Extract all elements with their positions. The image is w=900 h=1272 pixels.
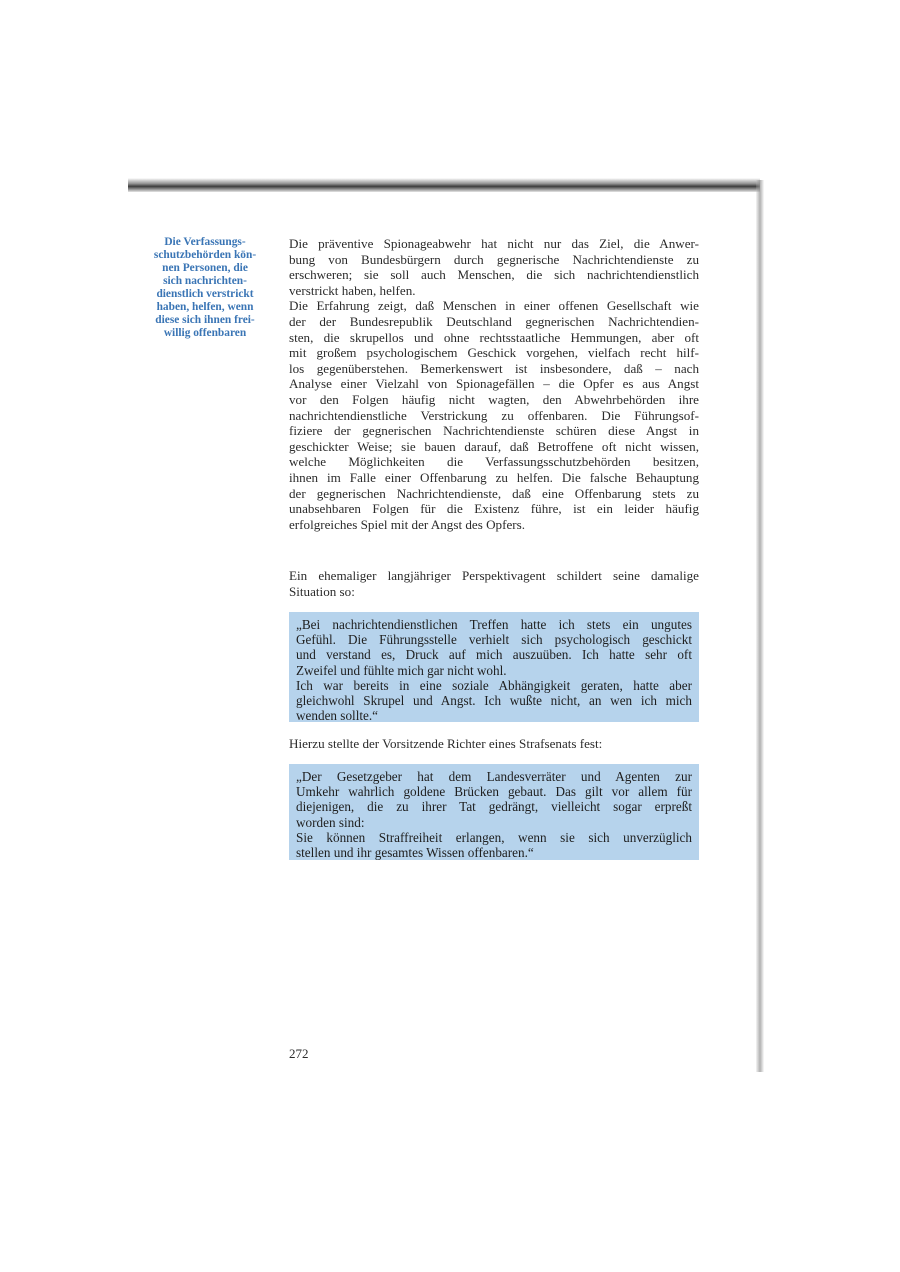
margin-note-line: nen Personen, die (162, 262, 248, 274)
margin-note-line: willig offenbaren (163, 327, 247, 339)
text-line: erfolgreiches Spiel mit der Angst des Opfers. (289, 516, 525, 532)
text-line: Situation so: (289, 583, 355, 599)
margin-note-line: sich nachrichten- (163, 275, 247, 287)
text-line: mit großem psychologischem Geschick vorgehen, vielfach recht hilf- (289, 345, 699, 361)
text-line: vor den Folgen häufig nicht wagten, den Abwehrbehörden ihre (289, 391, 699, 407)
margin-note-line: schutzbehörden kön- (153, 249, 257, 261)
margin-note (143, 236, 267, 340)
quote-line: „Bei nachrichtendienstlichen Treffen hatte ich stets ein ungutes (296, 617, 692, 632)
quote-line: und verstand es, Druck auf mich auszuüben. Ich hatte sehr oft (296, 647, 692, 663)
text-line: Hierzu stellte der Vorsitzende Richter eines Strafsenats fest: (289, 736, 603, 751)
text-line: sten, die skrupellos und ohne rechtsstaatliche Hemmungen, aber oft (289, 329, 699, 345)
text-line: welche Möglichkeiten die Verfassungsschutzbehörden besitzen, (289, 454, 699, 470)
quote-line: Umkehr wahrlich goldene Brücken gebaut. Das gilt vor allem für (296, 784, 692, 800)
quote-line: „Der Gesetzgeber hat dem Landesverräter und Agenten zur (296, 769, 692, 784)
margin-note-line: dienstlich verstrickt (156, 288, 254, 300)
text-line: los gegenüberstehen. Bemerkenswert ist insbesondere, daß – nach (289, 360, 699, 376)
quote-line: gleichwohl Skrupel und Angst. Ich wußte nicht, an wen ich mich (296, 693, 692, 709)
quote-line: worden sind: (296, 814, 365, 830)
paragraph-intro (289, 236, 699, 532)
text-line: fiziere der gegnerischen Nachrichtendienste schüren diese Angst in (289, 423, 699, 439)
quote-box-judge (289, 764, 699, 860)
paragraph-agent-intro (289, 568, 699, 599)
text-line: erschweren; sie soll auch Menschen, die sich nachrichtendienstlich (289, 267, 699, 283)
text-line: nachrichtendienstliche Verstrickung zu offenbaren. Die Führungsof- (289, 407, 699, 423)
quote-line: Zweifel und fühlte mich gar nicht wohl. (296, 662, 507, 678)
right-edge-rule (756, 180, 764, 1072)
text-line: verstrickt haben, helfen. (289, 282, 416, 298)
quote-line: Gefühl. Die Führungsstelle verhielt sich psychologisch geschickt (296, 632, 692, 648)
margin-note-line: haben, helfen, wenn (156, 301, 254, 313)
margin-note-line: Die Verfassungs- (164, 236, 246, 248)
top-rule (128, 178, 760, 192)
quote-box-agent (289, 612, 699, 722)
quote-line: Sie können Straffreiheit erlangen, wenn sie sich unverzüglich (296, 829, 692, 845)
text-line: bung von Bundesbürgern durch gegnerische Nachrichtendienste zu (289, 251, 699, 267)
quote-line: wenden sollte.“ (296, 708, 379, 724)
margin-note-line: diese sich ihnen frei- (155, 314, 255, 326)
quote-line: Ich war bereits in eine soziale Abhängigkeit geraten, hatte aber (296, 677, 692, 693)
text-line: Ein ehemaliger langjähriger Perspektivagent schildert seine damalige (289, 568, 699, 583)
page-number: 272 (289, 1046, 309, 1061)
text-line: Analyse einer Vielzahl von Spionagefällen – die Opfer es aus Angst (289, 376, 699, 392)
quote-line: diejenigen, die zu ihrer Tat gedrängt, vielleicht sogar erpreßt (296, 799, 692, 815)
text-line: geschickter Weise; sie bauen darauf, daß Betroffene oft nicht wissen, (289, 438, 699, 454)
text-line: Die präventive Spionageabwehr hat nicht nur das Ziel, die Anwer- (289, 236, 699, 251)
text-line: unabsehbaren Folgen für die Existenz führe, ist ein leider häufig (289, 501, 699, 517)
paragraph-judge-intro (289, 736, 699, 752)
text-line: ihnen im Falle einer Offenbarung zu helfen. Die falsche Behauptung (289, 469, 699, 485)
quote-line: stellen und ihr gesamtes Wissen offenbaren.“ (296, 845, 534, 861)
text-line: Die Erfahrung zeigt, daß Menschen in einer offenen Gesellschaft wie (289, 298, 699, 314)
text-line: der der Bundesrepublik Deutschland gegnerischen Nachrichtendien- (289, 313, 699, 329)
text-line: der gegnerischen Nachrichtendienste, daß eine Offenbarung stets zu (289, 485, 699, 501)
